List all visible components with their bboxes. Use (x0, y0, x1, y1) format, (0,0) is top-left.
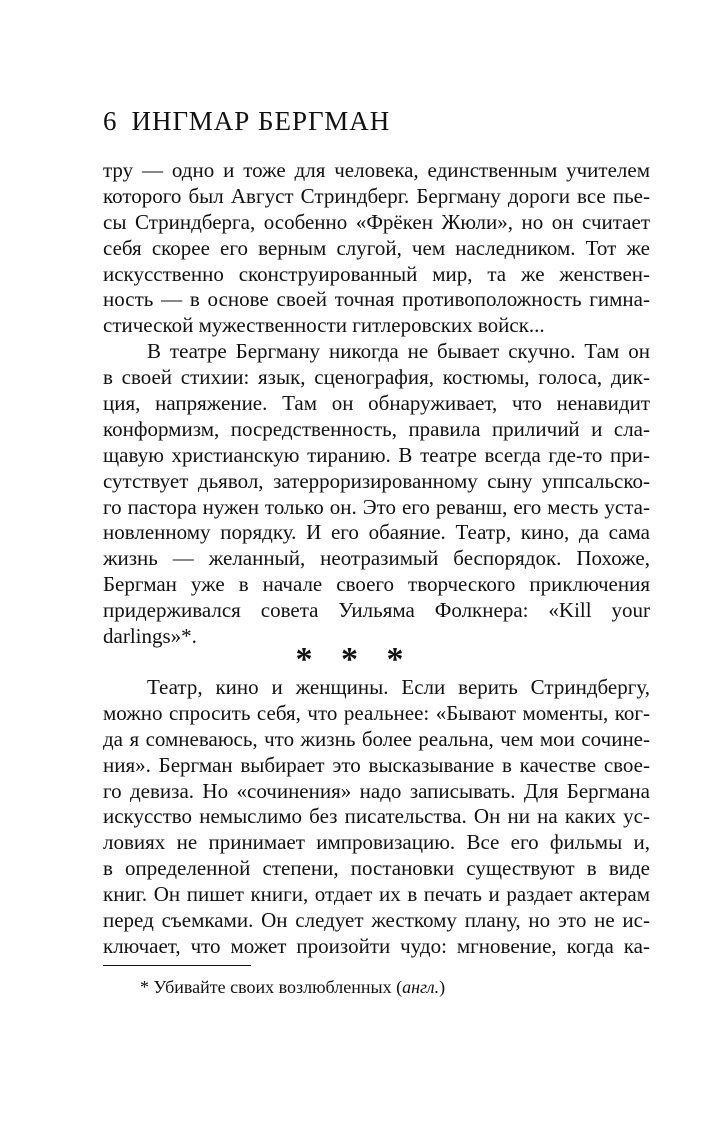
footnote-language-note: англ. (402, 977, 440, 997)
text-line: ловиях не принимает импровизацию. Все его фильмы и, (103, 830, 650, 855)
text-line: искусство немыслимо без писательства. Он ни на каких ус- (103, 804, 650, 829)
text-line: Бергман уже в начале своего творческого приключения (103, 572, 650, 597)
text-line: darlings»*. (103, 624, 197, 649)
footnote-text: Убивайте своих возлюбленных ( (153, 977, 403, 997)
footnote-rule (103, 965, 251, 966)
footnote (140, 976, 445, 998)
text-line: сы Стриндберга, особенно «Фрёкен Жюли», но он считает (103, 209, 650, 234)
text-line: перед съемками. Он следует жесткому плану, но это не ис- (103, 908, 650, 933)
text-line: да я сомневаюсь, что жизнь более реальна, чем мои сочине- (103, 726, 650, 751)
text-line: ность — в основе своей точная противоположность гимна- (103, 287, 650, 312)
text-line: стической мужественности гитлеровских войск... (103, 313, 545, 338)
text-line: В театре Бергману никогда не бывает скучно. Там он (147, 339, 650, 364)
text-line: сутствует дьявол, затерроризированному сыну уппсальско- (103, 468, 650, 493)
paragraph-3 (103, 675, 650, 960)
text-line: ключает, что может произойти чудо: мгновение, когда ка- (103, 933, 650, 958)
running-title: ИНГМАР БЕРГМАН (131, 106, 391, 136)
text-line: ния». Бергман выбирает это высказывание в качестве свое- (103, 752, 650, 777)
text-line: которого был Август Стриндберг. Бергману дороги все пье- (103, 183, 650, 208)
running-header (103, 106, 390, 136)
text-line: книг. Он пишет книги, отдает их в печать и раздает актерам (103, 882, 650, 907)
text-line: придерживался совета Уильяма Фолкнера: «Kill your (103, 598, 650, 623)
text-line: го пастора нужен только он. Это его реванш, его месть уста- (103, 494, 650, 519)
text-line: конформизм, посредственность, правила приличий и сла- (103, 416, 650, 441)
text-line: в определенной степени, постановки существуют в виде (103, 856, 650, 881)
text-line: новленному порядку. И его обаяние. Театр, кино, да сама (103, 520, 650, 545)
text-line: щавую христианскую тиранию. В театре всегда где-то при- (103, 442, 650, 467)
text-line: Театр, кино и женщины. Если верить Стриндбергу, (147, 675, 650, 699)
text-line: можно спросить себя, что реальнее: «Бывают моменты, ког- (103, 700, 650, 725)
text-line: себя скорее его верным слугой, чем наследником. Тот же (103, 235, 650, 260)
text-line: ция, напряжение. Там он обнаруживает, что ненавидит (103, 391, 650, 416)
text-line: в своей стихии: язык, сценография, костюмы, голоса, дик- (103, 365, 650, 390)
footnote-marker: * (140, 977, 149, 997)
text-line: тру — одно и тоже для человека, единственным учителем (103, 158, 650, 182)
footnote-close: ) (439, 977, 446, 997)
text-line: искусственно сконструированный мир, та же женствен- (103, 261, 650, 286)
paragraph-1 (103, 158, 650, 650)
text-line: го девиза. Но «сочинения» надо записывать. Для Бергмана (103, 778, 650, 803)
page-number: 6 (103, 106, 118, 136)
section-separator: * * * (295, 641, 414, 678)
text-line: жизнь — желанный, неотразимый беспорядок. Похоже, (103, 546, 650, 571)
